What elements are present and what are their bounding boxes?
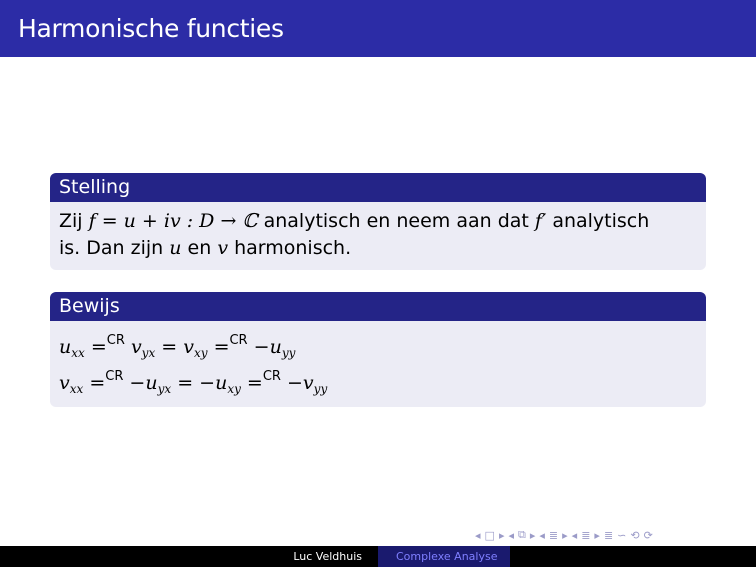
theorem-text-end1: analytisch (552, 210, 650, 232)
theorem-en: en (187, 237, 212, 259)
nav-next-section-icon[interactable]: ▸ (562, 528, 568, 542)
nav-next-subsection-icon[interactable]: ▸ (529, 528, 536, 542)
proof-line-2: $v_{xx} =^{CR} -u_{yx} = -u_{xy} =^{CR} -v_{yy}$ (59, 369, 328, 396)
theorem-block (50, 173, 706, 270)
nav-prev-subsection-icon[interactable]: ◂ (508, 528, 514, 542)
theorem-fprime: f′ (534, 210, 547, 232)
theorem-title: Stelling (50, 173, 706, 202)
nav-next-doc-icon[interactable]: ▸ (594, 528, 600, 542)
theorem-formula: f = u + iv : D → ℂ (88, 210, 258, 232)
footer-course: Complexe Analyse (396, 550, 498, 563)
theorem-v: v (217, 237, 229, 259)
proof-body (50, 321, 706, 407)
nav-search-icon[interactable]: ∽ (617, 528, 627, 542)
beamer-navigation (474, 526, 654, 544)
nav-prev-section-icon[interactable]: ◂ (539, 528, 545, 542)
nav-next-frame-icon[interactable]: ▸ (498, 528, 505, 542)
theorem-u: u (169, 237, 182, 259)
proof-block (50, 292, 706, 407)
theorem-text-end3: harmonisch. (234, 237, 352, 259)
proof-line-1: $u_{xx} =^{CR}$ $v_{yx} = v_{xy} =^{CR} -u_{yy}$ (59, 333, 296, 360)
nav-prev-doc-icon[interactable]: ◂ (571, 528, 578, 542)
nav-toc-icon[interactable]: ≣ (603, 528, 614, 542)
nav-back-icon[interactable]: ⟲ (630, 528, 640, 542)
footer-bar (0, 546, 756, 567)
nav-frame-icon[interactable]: □ (484, 528, 495, 542)
page-title: Harmonische functies (18, 14, 284, 43)
theorem-text-prefix: Zij (59, 210, 83, 232)
nav-doc-icon[interactable]: ≣ (581, 528, 591, 542)
proof-title: Bewijs (50, 292, 706, 321)
theorem-body (50, 202, 706, 270)
footer-author: Luc Veldhuis (293, 550, 362, 563)
nav-prev-frame-icon[interactable]: ◂ (475, 528, 481, 542)
footer-author-panel (0, 546, 378, 567)
nav-section-icon[interactable]: ≣ (548, 528, 559, 542)
frame-title-bar (0, 0, 756, 57)
nav-subsection-icon[interactable]: ⧉ (518, 528, 526, 541)
nav-forward-icon[interactable]: ⟳ (643, 528, 653, 542)
theorem-text-mid: analytisch en neem aan dat (263, 210, 529, 232)
theorem-text-end2: is. Dan zijn (59, 237, 164, 259)
footer-course-panel (378, 546, 756, 567)
